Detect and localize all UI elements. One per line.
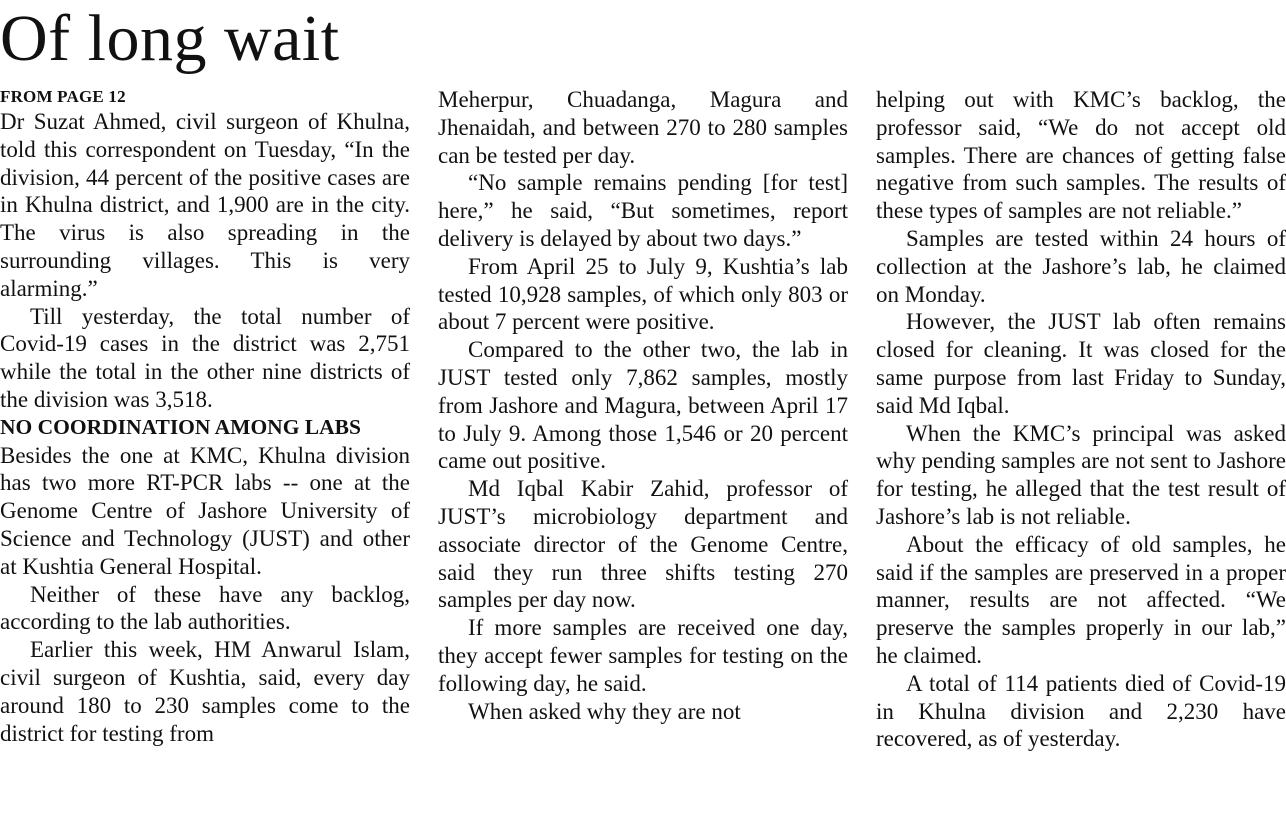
continuation-kicker: FROM PAGE 12 xyxy=(0,87,126,106)
paragraph: Dr Suzat Ahmed, civil surgeon of Khulna, told this correspondent on Tuesday, “In the division, 44 percent of the positive cases are in Khulna district, and 1,900 are in the city. The virus is also spreading in the surrounding villages. This is very alarming.” xyxy=(0,109,410,301)
paragraph: Besides the one at KMC, Khulna division has two more RT-PCR labs -- one at the Genome Centre of Jashore University of Science and Technology (JUST) and other at Kushtia General Hospital. xyxy=(0,442,410,579)
paragraph: Neither of these have any backlog, according to the lab authorities. xyxy=(0,581,410,635)
paragraph: A total of 114 patients died of Covid-19 in Khulna division and 2,230 have recovered, as of yesterday. xyxy=(876,670,1286,752)
paragraph: “No sample remains pending [for test] here,” he said, “But sometimes, report delivery is delayed by about two days.” xyxy=(438,170,848,251)
article-headline: Of long wait xyxy=(0,2,340,75)
article-column-2 xyxy=(438,86,848,725)
paragraph: Samples are tested within 24 hours of collection at the Jashore’s lab, he claimed on Monday. xyxy=(876,225,1286,307)
paragraph: About the efficacy of old samples, he said if the samples are preserved in a proper manner, results are not affected. “We preserve the samples properly in our lab,” he claimed. xyxy=(876,531,1286,668)
article-column-1 xyxy=(0,86,410,747)
paragraph: When the KMC’s principal was asked why pending samples are not sent to Jashore for testing, he alleged that the test result of Jashore’s lab is not reliable. xyxy=(876,420,1286,529)
paragraph: Earlier this week, HM Anwarul Islam, civil surgeon of Kushtia, said, every day around 180 to 230 samples come to the district for testing from xyxy=(0,637,410,746)
paragraph: From April 25 to July 9, Kushtia’s lab tested 10,928 samples, of which only 803 or about 7 percent were positive. xyxy=(438,253,848,335)
paragraph: Meherpur, Chuadanga, Magura and Jhenaidah, and between 270 to 280 samples can be tested per day. xyxy=(438,87,848,168)
section-subhead: NO COORDINATION AMONG LABS xyxy=(0,414,361,439)
paragraph: Md Iqbal Kabir Zahid, professor of JUST’s microbiology department and associate director of the Genome Centre, said they run three shifts testing 270 samples per day now. xyxy=(438,476,848,613)
article-column-3 xyxy=(876,86,1286,753)
paragraph: If more samples are received one day, they accept fewer samples for testing on the following day, he said. xyxy=(438,615,848,696)
paragraph: However, the JUST lab often remains closed for cleaning. It was closed for the same purpose from last Friday to Sunday, said Md Iqbal. xyxy=(876,309,1286,418)
paragraph: Compared to the other two, the lab in JUST tested only 7,862 samples, mostly from Jashore and Magura, between April 17 to July 9. Among those 1,546 or 20 percent came out positive. xyxy=(438,337,848,474)
paragraph: helping out with KMC’s backlog, the professor said, “We do not accept old samples. There are chances of getting false negative from such samples. The results of these types of samples are not reliable.” xyxy=(876,87,1286,224)
paragraph: When asked why they are not xyxy=(468,698,741,724)
paragraph: Till yesterday, the total number of Covid-19 cases in the district was 2,751 while the total in the other nine districts of the division was 3,518. xyxy=(0,303,410,412)
